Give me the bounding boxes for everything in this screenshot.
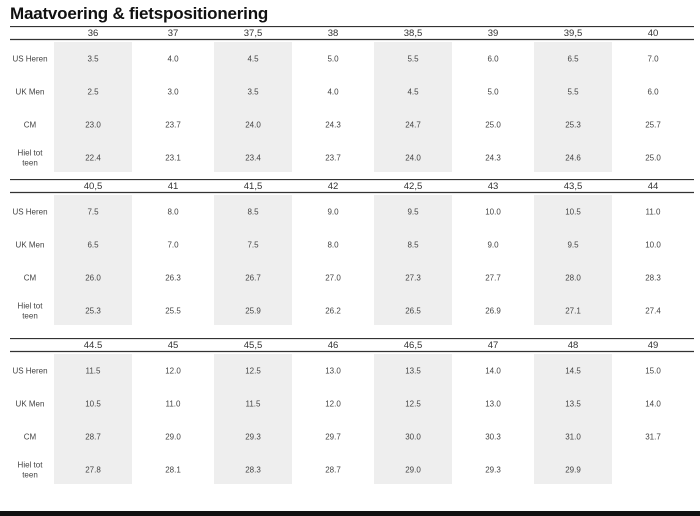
table-cell: 5.5	[407, 54, 419, 64]
table-cell: 15.0	[645, 366, 661, 376]
table-cell: 8.5	[407, 240, 419, 250]
table-cell: 6.5	[567, 54, 579, 64]
table-cell: 6.0	[487, 54, 499, 64]
table-cell: 5.0	[487, 87, 499, 97]
size-table-block-1	[10, 26, 694, 176]
size-header: 39,5	[563, 28, 583, 39]
row-label: UK Men	[15, 87, 45, 97]
table-cell: 26.3	[165, 273, 181, 283]
table-cell: 13.0	[325, 366, 341, 376]
row-label: US Heren	[12, 207, 48, 217]
table-cell: 12.0	[325, 399, 341, 409]
row-label: UK Men	[15, 399, 45, 409]
table-cell: 3.0	[167, 87, 179, 97]
table-cell: 13.0	[485, 399, 501, 409]
table-cell: 10.0	[645, 240, 661, 250]
table-cell: 3.5	[247, 87, 259, 97]
row-label: CM	[23, 120, 37, 130]
table-cell: 8.0	[167, 207, 179, 217]
table-cell: 28.3	[245, 465, 261, 475]
table-cell: 12.0	[165, 366, 181, 376]
size-header: 43,5	[563, 181, 583, 192]
table-cell: 12.5	[405, 399, 421, 409]
table-cell: 28.7	[85, 432, 101, 442]
size-header: 44.5	[83, 340, 103, 351]
size-header: 44	[647, 181, 659, 192]
size-header: 47	[487, 340, 499, 351]
table-cell: 26.0	[85, 273, 101, 283]
table-cell: 26.2	[325, 306, 341, 316]
table-cell: 31.0	[565, 432, 581, 442]
size-header: 38	[327, 28, 339, 39]
table-cell: 3.5	[87, 54, 99, 64]
table-cell: 4.0	[327, 87, 339, 97]
table-cell: 28.3	[645, 273, 661, 283]
table-cell: 23.7	[165, 120, 181, 130]
table-cell: 28.1	[165, 465, 181, 475]
table-cell: 14.0	[485, 366, 501, 376]
size-header: 45,5	[243, 340, 263, 351]
table-cell: 11.5	[245, 399, 261, 409]
table-cell: 29.9	[565, 465, 581, 475]
table-cell: 11.0	[645, 207, 661, 217]
table-cell: 9.5	[407, 207, 419, 217]
size-header: 37,5	[243, 28, 263, 39]
size-table-block-3	[10, 338, 694, 488]
size-header: 49	[647, 340, 659, 351]
table-cell: 25.3	[85, 306, 101, 316]
table-cell: 29.0	[165, 432, 181, 442]
table-cell: 4.5	[407, 87, 419, 97]
table-cell: 2.5	[87, 87, 99, 97]
size-header: 42,5	[403, 181, 423, 192]
table-cell: 25.0	[485, 120, 501, 130]
table-cell: 4.0	[167, 54, 179, 64]
size-table-block-2	[10, 179, 694, 329]
table-cell: 7.0	[647, 54, 659, 64]
table-cell: 23.7	[325, 153, 341, 163]
size-header: 48	[567, 340, 579, 351]
table-cell: 24.6	[565, 153, 581, 163]
table-cell: 29.3	[245, 432, 261, 442]
table-cell: 27.1	[565, 306, 581, 316]
table-cell: 30.0	[405, 432, 421, 442]
table-cell: 27.7	[485, 273, 501, 283]
table-cell: 27.3	[405, 273, 421, 283]
row-label: UK Men	[15, 240, 45, 250]
table-cell: 28.7	[325, 465, 341, 475]
table-cell: 27.4	[645, 306, 661, 316]
table-cell: 29.3	[485, 465, 501, 475]
size-table-svg	[10, 338, 694, 488]
table-cell: 26.9	[485, 306, 501, 316]
table-cell: 24.7	[405, 120, 421, 130]
table-cell: 13.5	[565, 399, 581, 409]
table-cell: 8.0	[327, 240, 339, 250]
table-cell: 26.7	[245, 273, 261, 283]
size-header: 43	[487, 181, 499, 192]
size-header: 41,5	[243, 181, 263, 192]
table-cell: 25.5	[165, 306, 181, 316]
table-cell: 14.0	[645, 399, 661, 409]
row-label: CM	[23, 432, 37, 442]
table-cell: 8.5	[247, 207, 259, 217]
table-cell: 7.0	[167, 240, 179, 250]
table-cell: 5.0	[327, 54, 339, 64]
table-cell: 31.7	[645, 432, 661, 442]
table-cell: 25.0	[645, 153, 661, 163]
table-cell: 25.7	[645, 120, 661, 130]
row-label: US Heren	[12, 366, 48, 376]
table-cell: 7.5	[87, 207, 99, 217]
table-cell: 24.0	[245, 120, 261, 130]
table-cell: 9.0	[327, 207, 339, 217]
table-cell: 25.9	[245, 306, 261, 316]
page-title: Maatvoering & fietspositionering	[10, 4, 269, 23]
table-cell: 5.5	[567, 87, 579, 97]
table-cell: 25.3	[565, 120, 581, 130]
size-header: 45	[167, 340, 179, 351]
table-cell: 23.0	[85, 120, 101, 130]
table-cell: 13.5	[405, 366, 421, 376]
table-cell: 14.5	[565, 366, 581, 376]
size-header: 40	[647, 28, 659, 39]
row-label: Hiel tot teen	[17, 148, 43, 168]
table-cell: 27.8	[85, 465, 101, 475]
table-cell: 6.5	[87, 240, 99, 250]
size-header: 38,5	[403, 28, 423, 39]
table-cell: 24.3	[325, 120, 341, 130]
table-cell: 12.5	[245, 366, 261, 376]
table-cell: 28.0	[565, 273, 581, 283]
table-cell: 26.5	[405, 306, 421, 316]
table-cell: 11.0	[165, 399, 181, 409]
table-cell: 7.5	[247, 240, 259, 250]
size-table-svg	[10, 179, 694, 329]
table-cell: 23.4	[245, 153, 261, 163]
table-cell: 30.3	[485, 432, 501, 442]
table-cell: 10.5	[85, 399, 101, 409]
table-cell: 27.0	[325, 273, 341, 283]
row-label: Hiel tot teen	[17, 301, 43, 321]
row-label: US Heren	[12, 54, 48, 64]
table-cell: 23.1	[165, 153, 181, 163]
size-header: 40,5	[83, 181, 103, 192]
size-header: 46,5	[403, 340, 423, 351]
size-header: 42	[327, 181, 339, 192]
table-cell: 29.0	[405, 465, 421, 475]
bottom-rule	[0, 511, 700, 516]
size-header: 46	[327, 340, 339, 351]
table-cell: 22.4	[85, 153, 101, 163]
table-cell: 10.0	[485, 207, 501, 217]
table-cell: 4.5	[247, 54, 259, 64]
table-cell: 24.3	[485, 153, 501, 163]
table-cell: 29.7	[325, 432, 341, 442]
row-label: CM	[23, 273, 37, 283]
table-cell: 11.5	[85, 366, 101, 376]
table-cell: 24.0	[405, 153, 421, 163]
size-table-svg	[10, 26, 694, 176]
table-cell: 10.5	[565, 207, 581, 217]
size-header: 36	[87, 28, 99, 39]
table-cell: 6.0	[647, 87, 659, 97]
row-label: Hiel tot teen	[17, 460, 43, 480]
size-header: 41	[167, 181, 179, 192]
table-cell: 9.5	[567, 240, 579, 250]
table-cell: 9.0	[487, 240, 499, 250]
size-header: 37	[167, 28, 179, 39]
size-header: 39	[487, 28, 499, 39]
